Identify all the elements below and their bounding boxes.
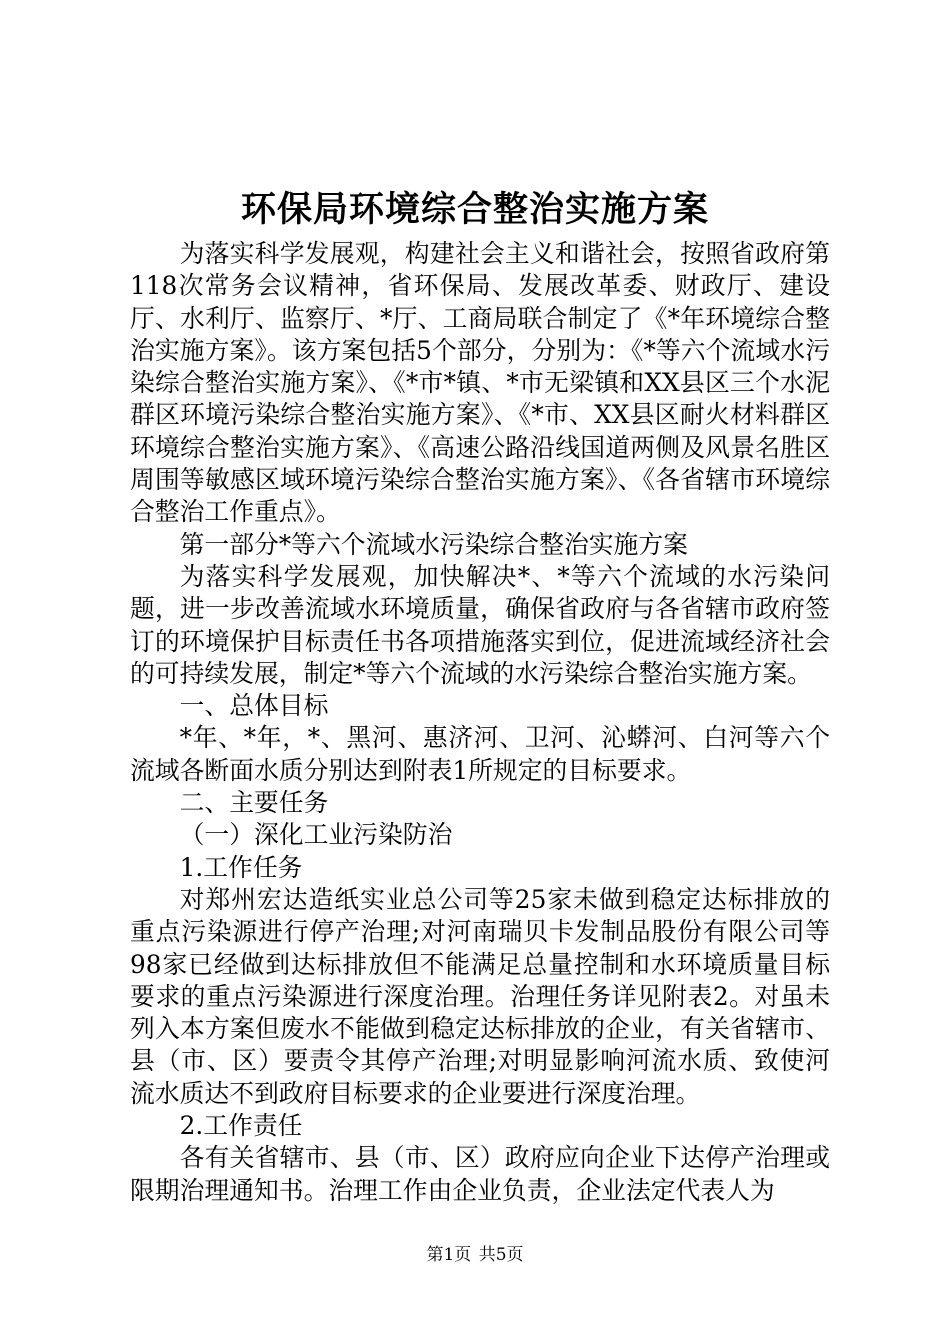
paragraph: 对郑州宏达造纸实业总公司等25家未做到稳定达标排放的重点污染源进行停产治理;对河南瑞贝卡发制品股份有限公司等98家已经做到达标排放但不能满足总量控制和水环境质量目标要求的重点污染源进行深度治理。治理任务详见附表2。对虽未列入本方案但废水不能做到稳定达标排放的企业，有关省辖市、县（市、区）要责令其停产治理;对明显影响河流水质、致使河流水质达不到政府目标要求的企业要进行深度治理。 [130,884,830,1108]
section-heading: 一、总体目标 [179,691,329,721]
paragraph: 为落实科学发展观，加快解决*、*等六个流域的水污染问题，进一步改善流域水环境质量，确保省政府与各省辖市政府签订的环境保护目标责任书各项措施落实到位，促进流域经济社会的可持续发展，制定*等六个流域的水污染综合整治实施方案。 [130,561,830,688]
paragraph: 为落实科学发展观，构建社会主义和谐社会，按照省政府第118次常务会议精神，省环保局、发展改革委、财政厅、建设厅、水利厅、监察厅、*厅、工商局联合制定了《*年环境综合整治实施方案》。该方案包括5个部分，分别为：《*等六个流域水污染综合整治实施方案》、《*市*镇、*市无梁镇和XX县区三个水泥群区环境污染综合整治实施方案》、《*市、XX县区耐火材料群区环境综合整治实施方案》、《高速公路沿线国道两侧及风景名胜区周围等敏感区域环境污染综合整治实施方案》、《各省辖市环境综合整治工作重点》。 [130,239,830,527]
document-body [130,238,830,1207]
paragraph: 第一部分*等六个流域水污染综合整治实施方案 [179,529,688,559]
page-footer [0,1244,950,1266]
paragraph: *年、*年，*、黑河、惠济河、卫河、沁蟒河、白河等六个流域各断面水质分别达到附表1所规定的目标要求。 [130,723,830,785]
item-heading: 2.工作责任 [179,1111,303,1141]
document-title: 环保局环境综合整治实施方案 [240,189,709,230]
page-number: 第1页 [426,1245,472,1265]
item-heading: 1.工作任务 [179,852,303,882]
subsection-heading: （一）深化工业污染防治 [179,820,453,850]
section-heading: 二、主要任务 [179,788,329,818]
paragraph: 各有关省辖市、县（市、区）政府应向企业下达停产治理或限期治理通知书。治理工作由企业负责，企业法定代表人为 [130,1143,830,1205]
page-total: 共5页 [478,1245,524,1265]
